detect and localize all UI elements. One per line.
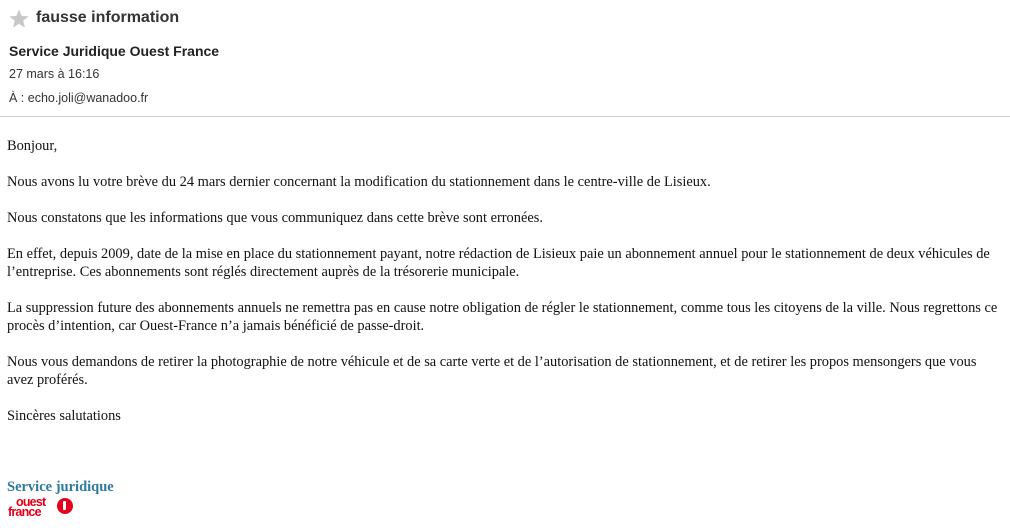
body-paragraph: Nous vous demandons de retirer la photographie de notre véhicule et de sa carte verte et de l’autorisation de stationnement, et de retirer les propos mensongers que vous avez proférés. — [7, 354, 977, 388]
logo-text-ouest: ouest — [16, 495, 46, 509]
email-header — [0, 0, 1010, 116]
body-paragraph: Nous avons lu votre brève du 24 mars dernier concernant la modification du stationnement dans le centre-ville de Lisieux. — [7, 174, 711, 190]
body-paragraph: Sincères salutations — [7, 408, 121, 424]
logo-mark-icon — [57, 498, 73, 514]
ouest-france-logo — [8, 497, 76, 519]
email-subject: fausse information — [36, 9, 180, 26]
to-label: À : — [9, 91, 25, 105]
body-paragraph: La suppression future des abonnements annuels ne remettra pas en cause notre obligation de régler le stationnement, comme tous les citoyens de la ville. Nous regrettons ce procès d’intention, car Ouest-France n’a jamais bénéficié de passe-droit. — [7, 300, 998, 334]
logo-text-france: france — [8, 505, 41, 519]
email-date: 27 mars à 16:16 — [9, 67, 100, 81]
recipient-row — [9, 91, 148, 105]
body-paragraph: En effet, depuis 2009, date de la mise en place du stationnement payant, notre rédaction de Lisieux paie un abonnement annuel pour le stationnement de deux véhicules de l’entreprise. Ces abonnements sont réglés directement auprès de la trésorerie municipale. — [7, 246, 990, 280]
header-divider — [0, 116, 1010, 117]
body-paragraph: Nous constatons que les informations que vous communiquez dans cette brève sont erronées. — [7, 210, 543, 226]
star-icon[interactable] — [8, 8, 30, 30]
recipient-address[interactable]: echo.joli@wanadoo.fr — [27, 91, 149, 105]
body-paragraph: Bonjour, — [7, 138, 58, 154]
sender-name[interactable]: Service Juridique Ouest France — [9, 43, 220, 59]
signature-label: Service juridique — [7, 479, 114, 495]
email-body — [7, 137, 1005, 443]
